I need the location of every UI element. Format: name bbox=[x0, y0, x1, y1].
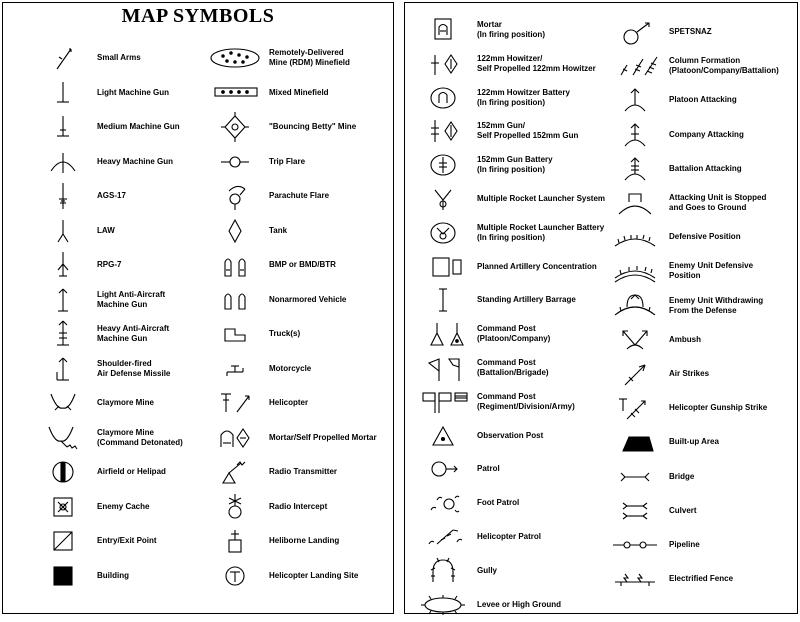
small-arms-icon bbox=[37, 41, 93, 75]
pipeline-icon bbox=[609, 528, 665, 562]
levee-icon bbox=[417, 588, 473, 622]
legend-label: LAW bbox=[97, 225, 115, 235]
enemy-withdrawing-icon bbox=[609, 289, 665, 323]
foot-patrol-icon bbox=[417, 486, 473, 520]
mixed-minefield-icon bbox=[209, 76, 265, 110]
observation-post-icon bbox=[417, 419, 473, 453]
legend-label: Observation Post bbox=[477, 430, 544, 440]
air-strikes-icon bbox=[609, 357, 665, 391]
ags-17-icon bbox=[37, 179, 93, 213]
command-post-regiment-icon bbox=[417, 385, 473, 419]
battalion-attacking-icon bbox=[609, 152, 665, 186]
mortar-icon bbox=[209, 421, 265, 455]
legend-label: Air Strikes bbox=[669, 369, 710, 378]
claymore-mine-icon bbox=[37, 386, 93, 420]
legend-label: Building bbox=[97, 570, 129, 580]
unit-stopped-icon bbox=[609, 186, 665, 220]
legend-label: Entry/Exit Point bbox=[97, 536, 157, 545]
legend-label: BMP or BMD/BTR bbox=[269, 260, 336, 269]
patrol-icon bbox=[417, 452, 473, 486]
legend-label: Culvert bbox=[669, 505, 697, 515]
ambush-icon bbox=[609, 323, 665, 357]
gun-152-icon bbox=[417, 114, 473, 148]
legend-label: Multiple Rocket Launcher System bbox=[477, 194, 606, 203]
legend-label: Radio Intercept bbox=[269, 501, 328, 511]
legend-label: Light Machine Gun bbox=[97, 87, 169, 97]
legend-label: Radio Transmitter bbox=[269, 467, 338, 476]
legend-label: 122mm Howitzer Battery (In firing position) bbox=[477, 87, 570, 107]
electrified-fence-icon bbox=[609, 562, 665, 596]
rpg-7-icon bbox=[37, 248, 93, 282]
legend-label: Defensive Position bbox=[669, 232, 741, 242]
artillery-concentration-icon bbox=[417, 250, 473, 284]
legend-label: Attacking Unit is Stopped and Goes to Ground bbox=[669, 193, 767, 212]
legend-label: 122mm Howitzer/ Self Propelled 122mm Howitzer bbox=[477, 53, 596, 73]
helicopter-landing-site-icon bbox=[209, 559, 265, 593]
radio-intercept-icon bbox=[209, 490, 265, 524]
legend-label: Motorcycle bbox=[269, 363, 312, 373]
heavy-machine-gun-icon bbox=[37, 145, 93, 179]
legend-label: Enemy Cache bbox=[97, 501, 150, 511]
radio-transmitter-icon bbox=[209, 455, 265, 489]
helicopter-patrol-icon bbox=[417, 520, 473, 554]
command-post-battalion-icon bbox=[417, 351, 473, 385]
heliborne-landing-icon bbox=[209, 524, 265, 558]
legend-label: Enemy Unit Defensive Position bbox=[669, 261, 754, 281]
rdm-minefield-icon bbox=[209, 41, 265, 75]
legend-label: Trip Flare bbox=[269, 156, 306, 166]
legend-label: Claymore Mine bbox=[97, 398, 154, 407]
legend-label: Battalion Attacking bbox=[669, 163, 742, 173]
heavy-aa-machine-gun-icon bbox=[37, 317, 93, 351]
shoulder-fired-missile-icon bbox=[37, 352, 93, 386]
legend-label: Truck(s) bbox=[269, 329, 301, 338]
legend-label: Electrified Fence bbox=[669, 574, 734, 584]
claymore-command-detonated-icon bbox=[37, 421, 93, 455]
legend-label: Claymore Mine (Command Detonated) bbox=[97, 427, 183, 447]
entry-exit-point-icon bbox=[37, 524, 93, 558]
howitzer-122-icon bbox=[417, 47, 473, 81]
nonarmored-vehicle-icon bbox=[209, 283, 265, 317]
legend-label: Levee or High Ground bbox=[477, 599, 562, 609]
airfield-helipad-icon bbox=[37, 455, 93, 489]
legend-label: Built-up Area bbox=[669, 437, 719, 447]
legend-label: Shoulder-fired Air Defense Missile bbox=[97, 358, 171, 378]
legend-label: Helicopter Patrol bbox=[477, 532, 542, 541]
legend-label: Helicopter Landing Site bbox=[269, 570, 359, 580]
legend-label: Column Formation (Platoon/Company/Battalion) bbox=[669, 56, 779, 76]
gun-battery-152-icon bbox=[417, 148, 473, 182]
legend-label: Mortar/Self Propelled Mortar bbox=[269, 432, 377, 442]
legend-label: RPG-7 bbox=[97, 260, 122, 269]
legend-label: Light Anti-Aircraft Machine Gun bbox=[97, 289, 166, 309]
legend-label: Multiple Rocket Launcher Battery (In firing position) bbox=[477, 222, 605, 242]
gully-icon bbox=[417, 554, 473, 588]
legend-label: Enemy Unit Withdrawing From the Defense bbox=[669, 295, 764, 315]
company-attacking-icon bbox=[609, 118, 665, 152]
legend-label: Bridge bbox=[669, 471, 695, 481]
legend-label: SPETSNAZ bbox=[669, 27, 712, 36]
legend-label: Mixed Minefield bbox=[269, 87, 329, 97]
tank-icon bbox=[209, 214, 265, 248]
left-panel bbox=[2, 2, 394, 614]
truck-icon bbox=[209, 317, 265, 351]
gunship-strike-icon bbox=[609, 391, 665, 425]
legend-label: Command Post (Battalion/Brigade) bbox=[477, 358, 549, 377]
legend-label: Airfield or Helipad bbox=[97, 467, 166, 476]
page-title: MAP SYMBOLS bbox=[121, 5, 275, 27]
legend-label: "Bouncing Betty" Mine bbox=[269, 122, 357, 131]
legend-label: Mortar (In firing position) bbox=[477, 20, 545, 39]
defensive-position-icon bbox=[609, 220, 665, 254]
howitzer-battery-icon bbox=[417, 81, 473, 115]
command-post-platoon-icon bbox=[417, 317, 473, 351]
legend-label: Heavy Machine Gun bbox=[97, 156, 174, 166]
light-aa-machine-gun-icon bbox=[37, 283, 93, 317]
column-formation-icon bbox=[609, 49, 665, 83]
legend-label: Nonarmored Vehicle bbox=[269, 294, 347, 304]
bridge-icon bbox=[609, 460, 665, 494]
artillery-barrage-icon bbox=[417, 283, 473, 317]
legend-label: Parachute Flare bbox=[269, 191, 330, 200]
legend-label: Ambush bbox=[669, 334, 701, 344]
legend-label: AGS-17 bbox=[97, 191, 126, 200]
legend-label: Standing Artillery Barrage bbox=[477, 295, 576, 305]
legend-label: Command Post (Platoon/Company) bbox=[477, 324, 551, 344]
spetsnaz-icon bbox=[609, 15, 665, 49]
culvert-icon bbox=[609, 494, 665, 528]
parachute-flare-icon bbox=[209, 179, 265, 213]
built-up-area-icon bbox=[609, 425, 665, 459]
legend-label: Small Arms bbox=[97, 53, 141, 62]
platoon-attacking-icon bbox=[609, 83, 665, 117]
legend-label: Heliborne Landing bbox=[269, 536, 340, 545]
legend-label: Gully bbox=[477, 565, 498, 575]
legend-label: Remotely-Delivered Mine (RDM) Minefield bbox=[269, 48, 350, 67]
legend-label: Planned Artillery Concentration bbox=[477, 261, 597, 271]
light-machine-gun-icon bbox=[37, 76, 93, 110]
legend-label: Helicopter Gunship Strike bbox=[669, 403, 768, 413]
mrl-system-icon bbox=[417, 182, 473, 216]
legend-label: Command Post (Regiment/Division/Army) bbox=[477, 391, 575, 411]
enemy-defensive-position-icon bbox=[609, 254, 665, 288]
enemy-cache-icon bbox=[37, 490, 93, 524]
motorcycle-icon bbox=[209, 352, 265, 386]
bouncing-betty-mine-icon bbox=[209, 110, 265, 144]
legend-label: Heavy Anti-Aircraft Machine Gun bbox=[97, 324, 170, 343]
legend-label: Patrol bbox=[477, 464, 500, 474]
legend-label: 152mm Gun/ Self Propelled 152mm Gun bbox=[477, 121, 579, 141]
medium-machine-gun-icon bbox=[37, 110, 93, 144]
helicopter-icon bbox=[209, 386, 265, 420]
legend-label: Medium Machine Gun bbox=[97, 122, 180, 131]
mortar-firing-icon bbox=[417, 13, 473, 47]
right-panel bbox=[404, 2, 798, 614]
legend-label: Tank bbox=[269, 225, 288, 235]
legend-label: Helicopter bbox=[269, 398, 309, 407]
legend-label: Pipeline bbox=[669, 540, 700, 549]
mrl-battery-icon bbox=[417, 216, 473, 250]
legend-label: Foot Patrol bbox=[477, 498, 520, 508]
law-icon bbox=[37, 214, 93, 248]
building-icon bbox=[37, 559, 93, 593]
legend-label: Company Attacking bbox=[669, 129, 744, 139]
legend-label: 152mm Gun Battery (In firing position) bbox=[477, 155, 553, 175]
trip-flare-icon bbox=[209, 145, 265, 179]
bmp-btr-icon bbox=[209, 248, 265, 282]
legend-label: Platoon Attacking bbox=[669, 95, 737, 105]
